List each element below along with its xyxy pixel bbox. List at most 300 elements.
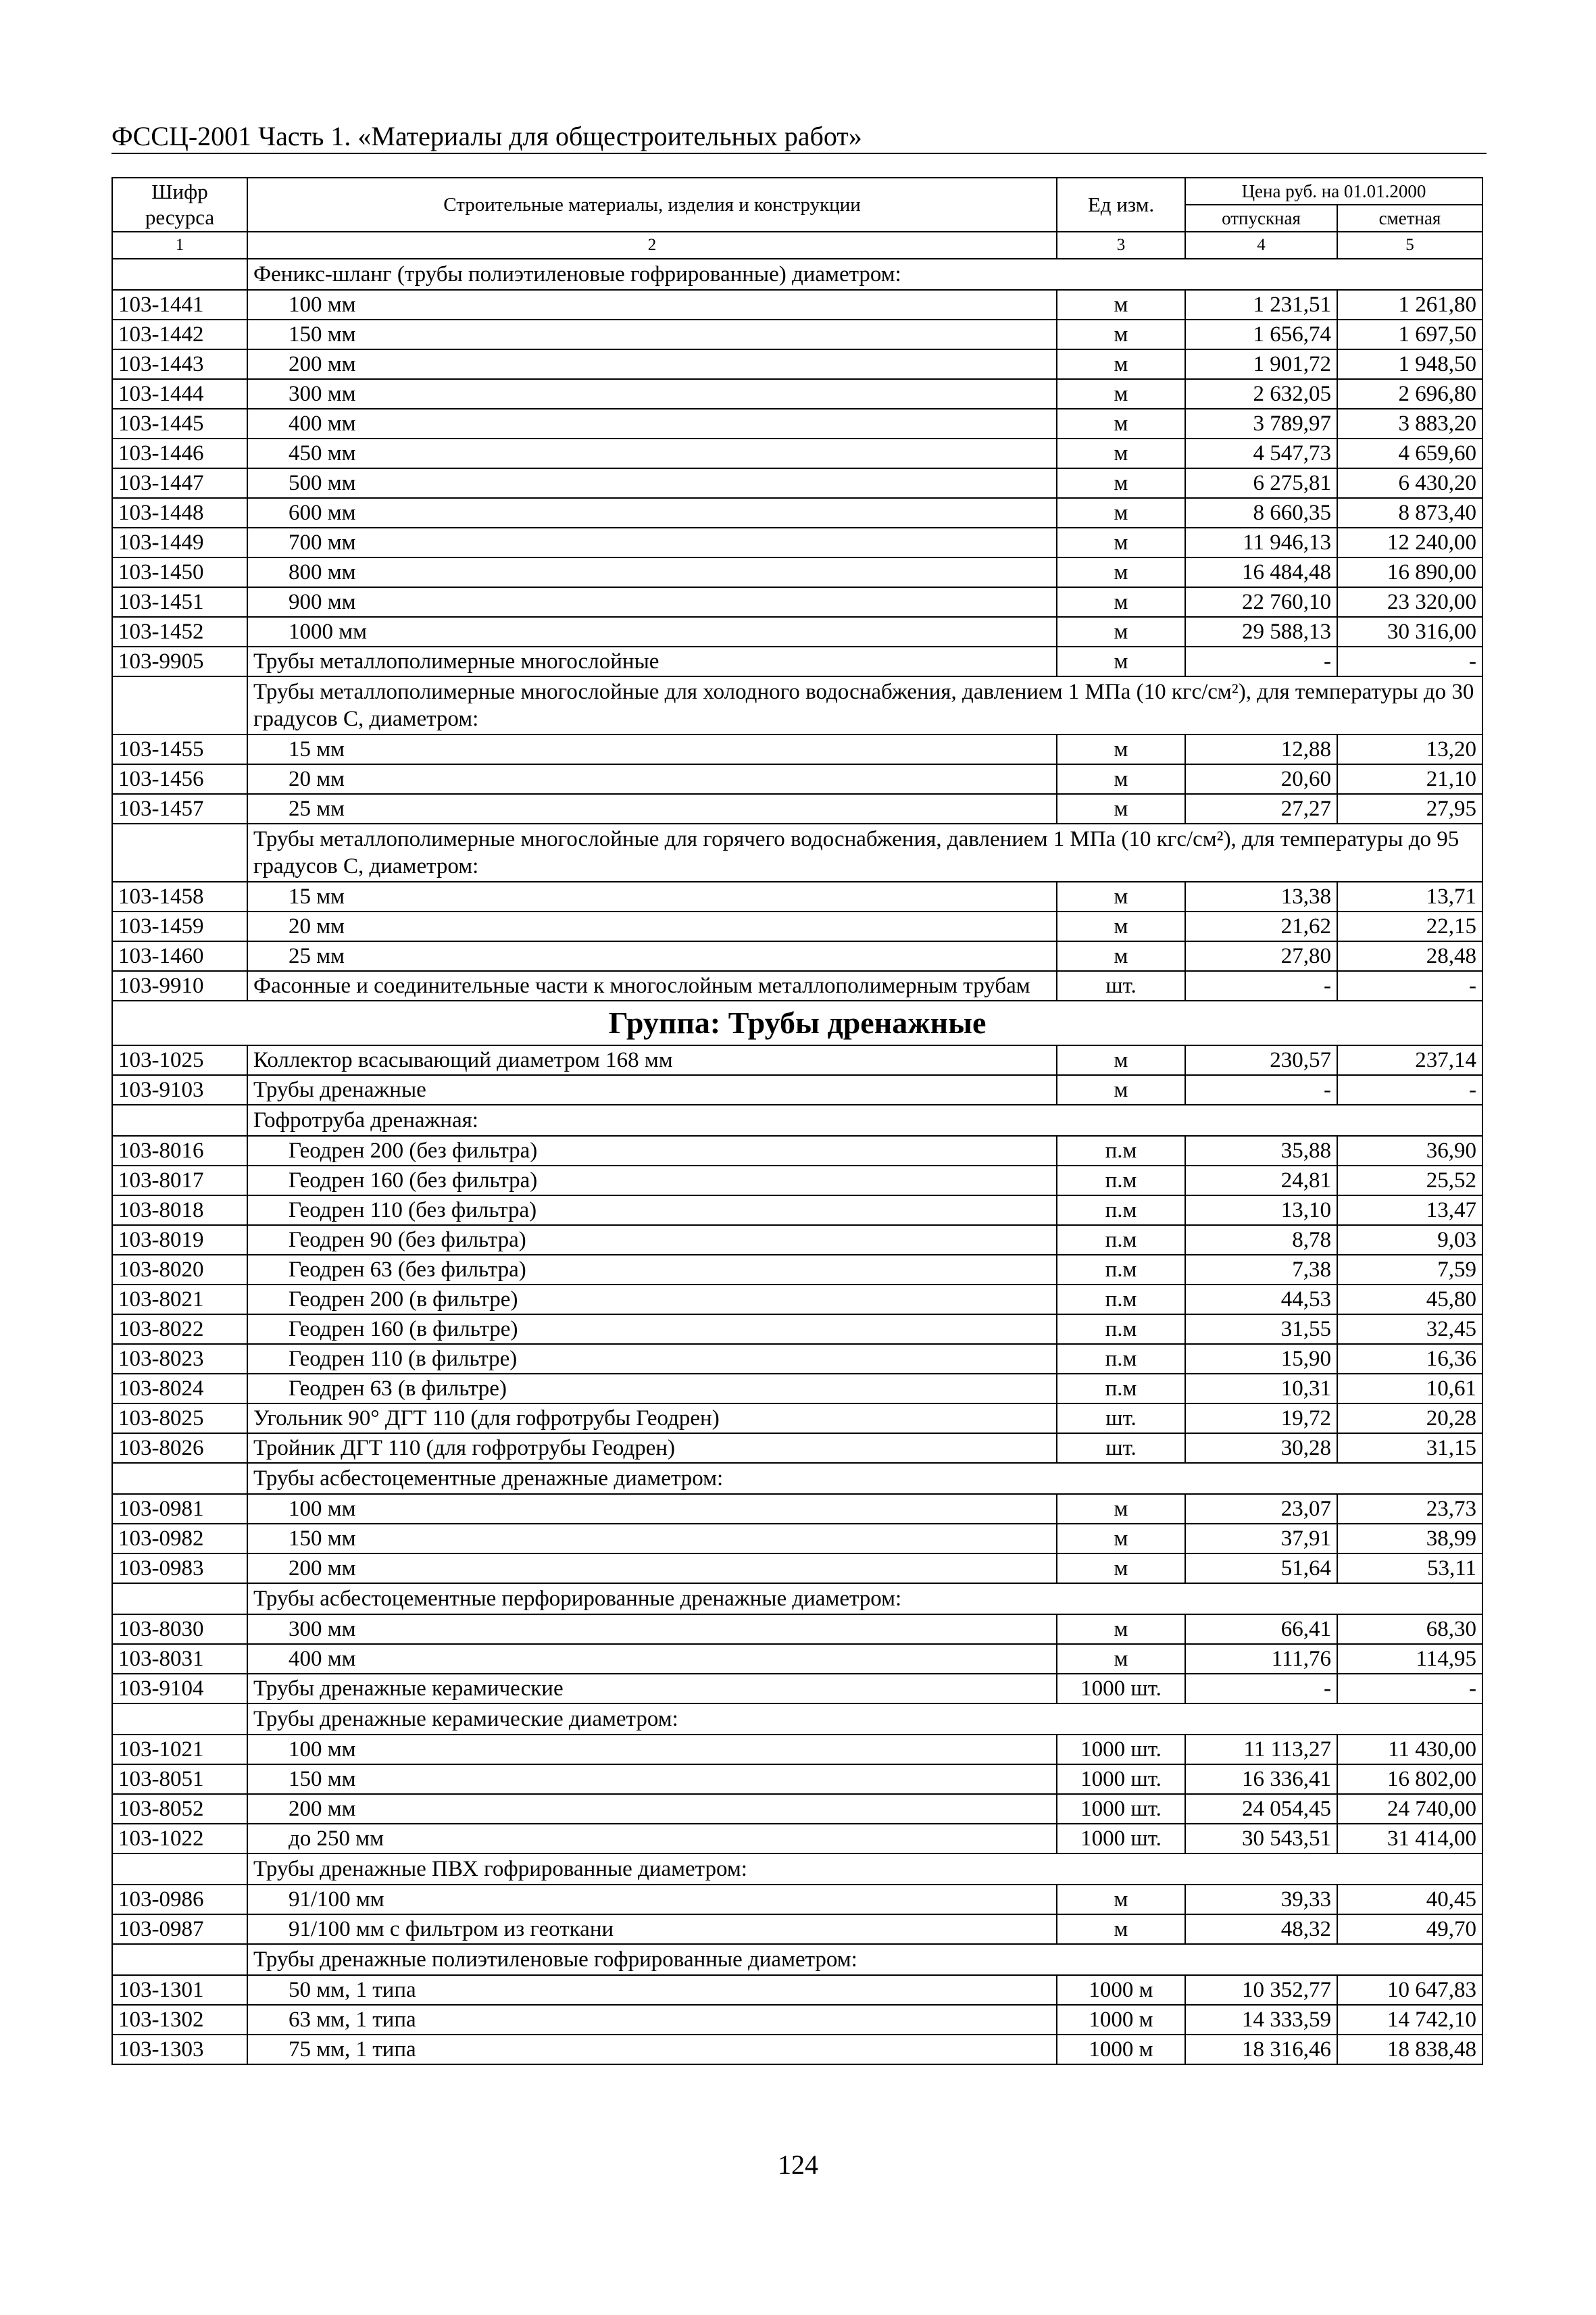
unit-of-measure: м xyxy=(1057,1644,1185,1674)
resource-code: 103-8022 xyxy=(112,1314,247,1344)
resource-code: 103-8021 xyxy=(112,1285,247,1314)
price-estimate: 13,71 xyxy=(1337,882,1482,912)
unit-of-measure: шт. xyxy=(1057,1433,1185,1463)
unit-of-measure: п.м xyxy=(1057,1255,1185,1285)
material-name: 300 мм xyxy=(247,1614,1057,1644)
subheader-code-cell xyxy=(112,1105,247,1136)
price-release: 1 656,74 xyxy=(1185,320,1337,349)
unit-of-measure: шт. xyxy=(1057,1403,1185,1433)
resource-code: 103-1452 xyxy=(112,617,247,647)
price-estimate: 13,47 xyxy=(1337,1195,1482,1225)
material-name: 25 мм xyxy=(247,794,1057,824)
unit-of-measure: м xyxy=(1057,1045,1185,1075)
column-number: 4 xyxy=(1185,232,1337,259)
unit-of-measure: м xyxy=(1057,1075,1185,1105)
material-name: Коллектор всасывающий диаметром 168 мм xyxy=(247,1045,1057,1075)
column-number: 1 xyxy=(112,232,247,259)
table-row xyxy=(112,764,1482,794)
unit-of-measure: 1000 шт. xyxy=(1057,1674,1185,1703)
material-name: 900 мм xyxy=(247,587,1057,617)
material-name: 400 мм xyxy=(247,409,1057,439)
price-estimate: - xyxy=(1337,1674,1482,1703)
price-release: 16 484,48 xyxy=(1185,557,1337,587)
unit-of-measure: м xyxy=(1057,1494,1185,1524)
resource-code: 103-0986 xyxy=(112,1885,247,1914)
price-release: 230,57 xyxy=(1185,1045,1337,1075)
resource-code: 103-1459 xyxy=(112,912,247,941)
unit-of-measure: м xyxy=(1057,468,1185,498)
unit-of-measure: м xyxy=(1057,498,1185,528)
table-row xyxy=(112,1794,1482,1824)
resource-code: 103-1446 xyxy=(112,439,247,468)
table-row xyxy=(112,1524,1482,1553)
price-estimate: 237,14 xyxy=(1337,1045,1482,1075)
column-number: 2 xyxy=(247,232,1057,259)
table-row xyxy=(112,1614,1482,1644)
table-row xyxy=(112,1914,1482,1944)
subheader-code-cell xyxy=(112,1944,247,1975)
resource-code: 103-8024 xyxy=(112,1374,247,1403)
price-estimate: 32,45 xyxy=(1337,1314,1482,1344)
price-estimate: 3 883,20 xyxy=(1337,409,1482,439)
material-name: Геодрен 110 (в фильтре) xyxy=(247,1344,1057,1374)
price-estimate: 24 740,00 xyxy=(1337,1794,1482,1824)
page-header: ФССЦ-2001 Часть 1. «Материалы для общестроительных работ» xyxy=(111,121,862,151)
material-name: до 250 мм xyxy=(247,1824,1057,1853)
table-row xyxy=(112,1885,1482,1914)
price-estimate: 30 316,00 xyxy=(1337,617,1482,647)
price-estimate: 10,61 xyxy=(1337,1374,1482,1403)
price-release: 10,31 xyxy=(1185,1374,1337,1403)
material-name: 15 мм xyxy=(247,882,1057,912)
group-title-row xyxy=(112,1001,1482,1045)
table-row xyxy=(112,1494,1482,1524)
price-estimate: 53,11 xyxy=(1337,1553,1482,1583)
table-row xyxy=(112,1225,1482,1255)
price-release: 1 901,72 xyxy=(1185,349,1337,379)
table-row xyxy=(112,1975,1482,2005)
unit-of-measure: п.м xyxy=(1057,1195,1185,1225)
price-release: 1 231,51 xyxy=(1185,290,1337,320)
price-release: 14 333,59 xyxy=(1185,2005,1337,2035)
table-row xyxy=(112,528,1482,557)
price-estimate: 40,45 xyxy=(1337,1885,1482,1914)
resource-code: 103-1025 xyxy=(112,1045,247,1075)
resource-code: 103-0981 xyxy=(112,1494,247,1524)
material-name: Тройник ДГТ 110 (для гофротрубы Геодрен) xyxy=(247,1433,1057,1463)
unit-of-measure: м xyxy=(1057,647,1185,676)
column-header-price-estimate: сметная xyxy=(1337,205,1482,232)
section-subheader-row xyxy=(112,1105,1482,1136)
subheader-code-cell xyxy=(112,259,247,290)
price-release: 27,27 xyxy=(1185,794,1337,824)
price-estimate: 9,03 xyxy=(1337,1225,1482,1255)
resource-code: 103-1444 xyxy=(112,379,247,409)
price-release: 27,80 xyxy=(1185,941,1337,971)
section-subheader-row xyxy=(112,1463,1482,1494)
price-estimate: 20,28 xyxy=(1337,1403,1482,1433)
table-row xyxy=(112,557,1482,587)
price-release: 39,33 xyxy=(1185,1885,1337,1914)
price-estimate: 31 414,00 xyxy=(1337,1824,1482,1853)
table-row xyxy=(112,1136,1482,1166)
price-estimate: - xyxy=(1337,971,1482,1001)
column-header-unit: Ед изм. xyxy=(1057,178,1185,232)
section-subheader: Трубы асбестоцементные дренажные диаметром: xyxy=(247,1463,1482,1494)
price-release: 35,88 xyxy=(1185,1136,1337,1166)
unit-of-measure: 1000 шт. xyxy=(1057,1824,1185,1853)
resource-code: 103-1301 xyxy=(112,1975,247,2005)
resource-code: 103-8019 xyxy=(112,1225,247,1255)
table-row xyxy=(112,349,1482,379)
material-name: 75 мм, 1 типа xyxy=(247,2035,1057,2064)
unit-of-measure: 1000 м xyxy=(1057,2005,1185,2035)
material-name: 25 мм xyxy=(247,941,1057,971)
material-name: 100 мм xyxy=(247,290,1057,320)
material-name: Геодрен 160 (без фильтра) xyxy=(247,1166,1057,1195)
price-estimate: 25,52 xyxy=(1337,1166,1482,1195)
unit-of-measure: 1000 шт. xyxy=(1057,1764,1185,1794)
resource-code: 103-1451 xyxy=(112,587,247,617)
resource-code: 103-1442 xyxy=(112,320,247,349)
table-row xyxy=(112,2005,1482,2035)
unit-of-measure: м xyxy=(1057,349,1185,379)
unit-of-measure: м xyxy=(1057,1614,1185,1644)
subheader-code-cell xyxy=(112,1703,247,1735)
table-row xyxy=(112,320,1482,349)
price-release: 16 336,41 xyxy=(1185,1764,1337,1794)
resource-code: 103-1449 xyxy=(112,528,247,557)
material-name: 150 мм xyxy=(247,320,1057,349)
price-release: - xyxy=(1185,1075,1337,1105)
material-name: Геодрен 160 (в фильтре) xyxy=(247,1314,1057,1344)
table-row xyxy=(112,439,1482,468)
section-subheader-row xyxy=(112,676,1482,735)
material-name: 63 мм, 1 типа xyxy=(247,2005,1057,2035)
price-release: 29 588,13 xyxy=(1185,617,1337,647)
price-release: 13,38 xyxy=(1185,882,1337,912)
header-divider xyxy=(111,153,1487,154)
price-estimate: 49,70 xyxy=(1337,1914,1482,1944)
resource-code: 103-1022 xyxy=(112,1824,247,1853)
column-header-price-release: отпускная xyxy=(1185,205,1337,232)
price-release: 48,32 xyxy=(1185,1914,1337,1944)
resource-code: 103-8017 xyxy=(112,1166,247,1195)
price-release: 44,53 xyxy=(1185,1285,1337,1314)
price-estimate: 28,48 xyxy=(1337,941,1482,971)
table-row xyxy=(112,882,1482,912)
price-estimate: 68,30 xyxy=(1337,1614,1482,1644)
material-name: 15 мм xyxy=(247,735,1057,764)
material-name: Трубы дренажные керамические xyxy=(247,1674,1057,1703)
unit-of-measure: п.м xyxy=(1057,1136,1185,1166)
table-row xyxy=(112,1674,1482,1703)
unit-of-measure: п.м xyxy=(1057,1344,1185,1374)
table-row xyxy=(112,647,1482,676)
resource-code: 103-8020 xyxy=(112,1255,247,1285)
price-release: - xyxy=(1185,647,1337,676)
resource-code: 103-1443 xyxy=(112,349,247,379)
price-release: 66,41 xyxy=(1185,1614,1337,1644)
material-name: 300 мм xyxy=(247,379,1057,409)
unit-of-measure: м xyxy=(1057,320,1185,349)
section-subheader: Трубы дренажные полиэтиленовые гофрированные диаметром: xyxy=(247,1944,1482,1975)
resource-code: 103-0983 xyxy=(112,1553,247,1583)
unit-of-measure: 1000 м xyxy=(1057,2035,1185,2064)
material-name: Трубы дренажные xyxy=(247,1075,1057,1105)
material-name: 100 мм xyxy=(247,1494,1057,1524)
price-estimate: 16,36 xyxy=(1337,1344,1482,1374)
material-name: Геодрен 200 (без фильтра) xyxy=(247,1136,1057,1166)
resource-code: 103-0987 xyxy=(112,1914,247,1944)
material-name: Фасонные и соединительные части к многослойным металлополимерным трубам xyxy=(247,971,1057,1001)
resource-code: 103-1456 xyxy=(112,764,247,794)
table-body xyxy=(112,259,1482,2064)
price-release: 111,76 xyxy=(1185,1644,1337,1674)
page-number: 124 xyxy=(778,2149,818,2180)
price-estimate: 114,95 xyxy=(1337,1644,1482,1674)
material-name: Геодрен 63 (в фильтре) xyxy=(247,1374,1057,1403)
price-estimate: 22,15 xyxy=(1337,912,1482,941)
column-header-name: Строительные материалы, изделия и конструкции xyxy=(247,178,1057,232)
unit-of-measure: м xyxy=(1057,528,1185,557)
unit-of-measure: м xyxy=(1057,409,1185,439)
material-name: 200 мм xyxy=(247,1553,1057,1583)
resource-code: 103-1447 xyxy=(112,468,247,498)
unit-of-measure: м xyxy=(1057,882,1185,912)
price-release: 13,10 xyxy=(1185,1195,1337,1225)
material-name: 500 мм xyxy=(247,468,1057,498)
resource-code: 103-1021 xyxy=(112,1735,247,1764)
subheader-code-cell xyxy=(112,676,247,735)
price-release: 4 547,73 xyxy=(1185,439,1337,468)
section-subheader-row xyxy=(112,1944,1482,1975)
table-row xyxy=(112,1644,1482,1674)
unit-of-measure: м xyxy=(1057,1885,1185,1914)
table-row xyxy=(112,1764,1482,1794)
price-estimate: 1 948,50 xyxy=(1337,349,1482,379)
price-estimate: 14 742,10 xyxy=(1337,2005,1482,2035)
column-number: 3 xyxy=(1057,232,1185,259)
price-estimate: 18 838,48 xyxy=(1337,2035,1482,2064)
column-header-price: Цена руб. на 01.01.2000 xyxy=(1185,178,1482,205)
table-row xyxy=(112,1735,1482,1764)
table-row xyxy=(112,1075,1482,1105)
unit-of-measure: 1000 шт. xyxy=(1057,1735,1185,1764)
table-row xyxy=(112,409,1482,439)
unit-of-measure: м xyxy=(1057,735,1185,764)
price-release: 3 789,97 xyxy=(1185,409,1337,439)
material-name: 450 мм xyxy=(247,439,1057,468)
table-row xyxy=(112,468,1482,498)
material-name: Геодрен 63 (без фильтра) xyxy=(247,1255,1057,1285)
section-subheader: Трубы металлополимерные многослойные для горячего водоснабжения, давлением 1 МПа (10 кгс/см²), для температуры до 95 градусов С, диаметром: xyxy=(247,824,1482,882)
table-row xyxy=(112,587,1482,617)
price-release: - xyxy=(1185,971,1337,1001)
resource-code: 103-1458 xyxy=(112,882,247,912)
price-estimate: 7,59 xyxy=(1337,1255,1482,1285)
resource-code: 103-9905 xyxy=(112,647,247,676)
price-release: 18 316,46 xyxy=(1185,2035,1337,2064)
resource-code: 103-0982 xyxy=(112,1524,247,1553)
material-name: 91/100 мм xyxy=(247,1885,1057,1914)
unit-of-measure: м xyxy=(1057,439,1185,468)
material-name: 150 мм xyxy=(247,1764,1057,1794)
price-estimate: 38,99 xyxy=(1337,1524,1482,1553)
material-name: 700 мм xyxy=(247,528,1057,557)
section-subheader: Трубы дренажные керамические диаметром: xyxy=(247,1703,1482,1735)
price-estimate: - xyxy=(1337,1075,1482,1105)
price-release: 51,64 xyxy=(1185,1553,1337,1583)
section-subheader: Трубы асбестоцементные перфорированные дренажные диаметром: xyxy=(247,1583,1482,1614)
unit-of-measure: м xyxy=(1057,587,1185,617)
price-release: - xyxy=(1185,1674,1337,1703)
price-release: 2 632,05 xyxy=(1185,379,1337,409)
price-release: 11 113,27 xyxy=(1185,1735,1337,1764)
table-row xyxy=(112,971,1482,1001)
price-table xyxy=(111,177,1483,2065)
price-release: 12,88 xyxy=(1185,735,1337,764)
price-release: 31,55 xyxy=(1185,1314,1337,1344)
price-estimate: 16 802,00 xyxy=(1337,1764,1482,1794)
section-subheader-row xyxy=(112,1703,1482,1735)
table-row xyxy=(112,1314,1482,1344)
table-row xyxy=(112,1255,1482,1285)
resource-code: 103-1302 xyxy=(112,2005,247,2035)
unit-of-measure: п.м xyxy=(1057,1374,1185,1403)
price-release: 24,81 xyxy=(1185,1166,1337,1195)
unit-of-measure: 1000 шт. xyxy=(1057,1794,1185,1824)
resource-code: 103-1445 xyxy=(112,409,247,439)
section-subheader-row xyxy=(112,1853,1482,1885)
column-header-code: Шифр ресурса xyxy=(112,178,247,232)
material-name: 100 мм xyxy=(247,1735,1057,1764)
material-name: Трубы металлополимерные многослойные xyxy=(247,647,1057,676)
unit-of-measure: м xyxy=(1057,557,1185,587)
material-name: 200 мм xyxy=(247,349,1057,379)
price-release: 11 946,13 xyxy=(1185,528,1337,557)
resource-code: 103-1460 xyxy=(112,941,247,971)
price-estimate: 10 647,83 xyxy=(1337,1975,1482,2005)
material-name: 1000 мм xyxy=(247,617,1057,647)
price-estimate: 6 430,20 xyxy=(1337,468,1482,498)
resource-code: 103-8030 xyxy=(112,1614,247,1644)
material-name: Геодрен 110 (без фильтра) xyxy=(247,1195,1057,1225)
table-row xyxy=(112,1374,1482,1403)
table-row xyxy=(112,498,1482,528)
resource-code: 103-8052 xyxy=(112,1794,247,1824)
section-subheader: Гофротруба дренажная: xyxy=(247,1105,1482,1136)
table-row xyxy=(112,617,1482,647)
subheader-code-cell xyxy=(112,1583,247,1614)
unit-of-measure: м xyxy=(1057,379,1185,409)
unit-of-measure: м xyxy=(1057,794,1185,824)
unit-of-measure: м xyxy=(1057,617,1185,647)
section-subheader: Трубы дренажные ПВХ гофрированные диаметром: xyxy=(247,1853,1482,1885)
material-name: 400 мм xyxy=(247,1644,1057,1674)
section-subheader: Трубы металлополимерные многослойные для холодного водоснабжения, давлением 1 МПа (10 кгс/см²), для температуры до 30 градусов С, диаметром: xyxy=(247,676,1482,735)
resource-code: 103-1457 xyxy=(112,794,247,824)
section-subheader-row xyxy=(112,824,1482,882)
price-release: 7,38 xyxy=(1185,1255,1337,1285)
price-release: 19,72 xyxy=(1185,1403,1337,1433)
price-release: 37,91 xyxy=(1185,1524,1337,1553)
price-release: 10 352,77 xyxy=(1185,1975,1337,2005)
price-estimate: 21,10 xyxy=(1337,764,1482,794)
table-row xyxy=(112,1285,1482,1314)
resource-code: 103-1448 xyxy=(112,498,247,528)
table-row xyxy=(112,1195,1482,1225)
unit-of-measure: м xyxy=(1057,1914,1185,1944)
table-row xyxy=(112,2035,1482,2064)
unit-of-measure: п.м xyxy=(1057,1285,1185,1314)
unit-of-measure: п.м xyxy=(1057,1166,1185,1195)
table-header xyxy=(112,178,1482,259)
price-estimate: 2 696,80 xyxy=(1337,379,1482,409)
price-release: 21,62 xyxy=(1185,912,1337,941)
material-name: 150 мм xyxy=(247,1524,1057,1553)
price-estimate: 13,20 xyxy=(1337,735,1482,764)
price-estimate: 31,15 xyxy=(1337,1433,1482,1463)
section-subheader-row xyxy=(112,1583,1482,1614)
unit-of-measure: м xyxy=(1057,1553,1185,1583)
table-row xyxy=(112,1824,1482,1853)
section-subheader-row xyxy=(112,259,1482,290)
price-estimate: 36,90 xyxy=(1337,1136,1482,1166)
table-row xyxy=(112,1433,1482,1463)
material-name: 50 мм, 1 типа xyxy=(247,1975,1057,2005)
table-row xyxy=(112,1344,1482,1374)
price-estimate: 1 697,50 xyxy=(1337,320,1482,349)
price-release: 6 275,81 xyxy=(1185,468,1337,498)
table-row xyxy=(112,912,1482,941)
section-subheader: Феникс-шланг (трубы полиэтиленовые гофрированные) диаметром: xyxy=(247,259,1482,290)
resource-code: 103-1455 xyxy=(112,735,247,764)
price-estimate: 4 659,60 xyxy=(1337,439,1482,468)
column-number: 5 xyxy=(1337,232,1482,259)
price-release: 22 760,10 xyxy=(1185,587,1337,617)
subheader-code-cell xyxy=(112,1463,247,1494)
unit-of-measure: м xyxy=(1057,1524,1185,1553)
material-name: 600 мм xyxy=(247,498,1057,528)
table-row xyxy=(112,379,1482,409)
unit-of-measure: п.м xyxy=(1057,1225,1185,1255)
price-release: 23,07 xyxy=(1185,1494,1337,1524)
price-estimate: 12 240,00 xyxy=(1337,528,1482,557)
material-name: Геодрен 90 (без фильтра) xyxy=(247,1225,1057,1255)
price-release: 8,78 xyxy=(1185,1225,1337,1255)
price-estimate: 16 890,00 xyxy=(1337,557,1482,587)
resource-code: 103-9104 xyxy=(112,1674,247,1703)
price-release: 24 054,45 xyxy=(1185,1794,1337,1824)
resource-code: 103-1450 xyxy=(112,557,247,587)
unit-of-measure: м xyxy=(1057,941,1185,971)
material-name: 200 мм xyxy=(247,1794,1057,1824)
price-release: 30 543,51 xyxy=(1185,1824,1337,1853)
material-name: 20 мм xyxy=(247,764,1057,794)
group-title: Группа: Трубы дренажные xyxy=(112,1001,1482,1045)
unit-of-measure: шт. xyxy=(1057,971,1185,1001)
material-name: 91/100 мм с фильтром из геоткани xyxy=(247,1914,1057,1944)
resource-code: 103-8016 xyxy=(112,1136,247,1166)
material-name: Угольник 90° ДГТ 110 (для гофротрубы Геодрен) xyxy=(247,1403,1057,1433)
resource-code: 103-8025 xyxy=(112,1403,247,1433)
price-estimate: 23,73 xyxy=(1337,1494,1482,1524)
table-row xyxy=(112,1403,1482,1433)
table-row xyxy=(112,1045,1482,1075)
unit-of-measure: 1000 м xyxy=(1057,1975,1185,2005)
resource-code: 103-9103 xyxy=(112,1075,247,1105)
